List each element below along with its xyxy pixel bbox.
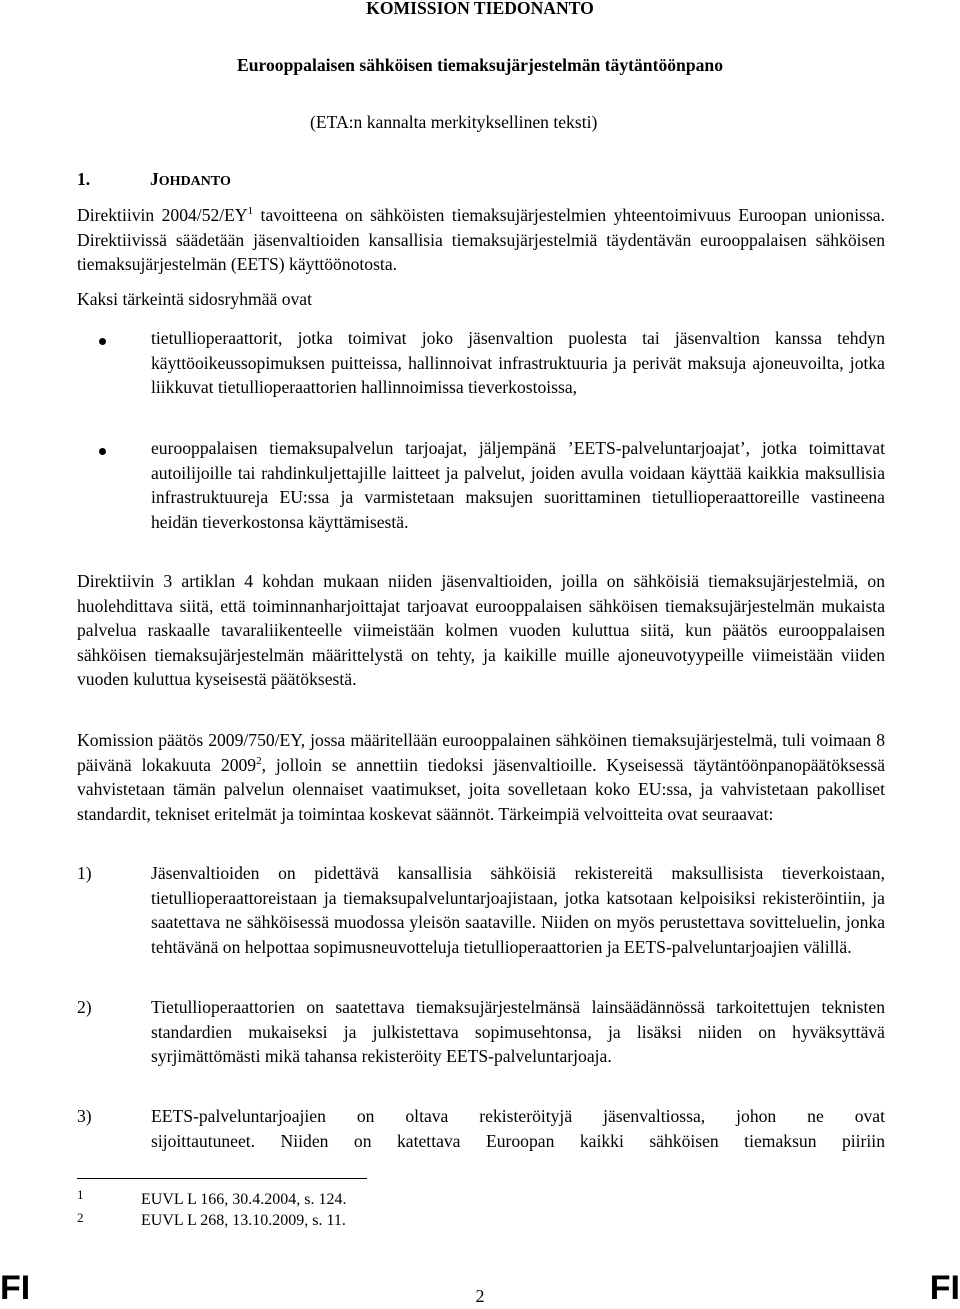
intro-paragraph: Direktiivin $2004/52/EY^1$ tavoitteena on sähköisten tiemaksujärjestelmien yhteentoimivuus Euroopan unionissa. Direktiivissä säädetään jäsenvaltioiden kansallisia tiemaksujärjestelmiä täydentävän eurooppalaisen sähköisen tiemaksujärjestelmän (EETS) käyttöönotosta. <box>77 205 886 275</box>
section-number: 1. <box>77 169 91 189</box>
decision-paragraph: Komission päätös 2009/750/EY, jossa määritellään eurooppalainen sähköinen tiemaksujärjestelmä, tuli voimaan 8 päivänä lokakuuta 2009$^2$, jolloin se annettiin tiedoksi jäsenvaltioille. Kyseisessä täytäntöönpanopäätöksessä vahvistetaan tämän palvelun olennaiset vaatimukset, joita sovelletaan koko EU:ssa, ja vahvistetaan pakolliset standardit, tekniset eritelmät ja toimintaa koskevat säännöt. Tärkeimpiä velvoitteita ovat seuraavat: <box>77 730 886 824</box>
bullet-dot-icon <box>99 448 106 455</box>
bullet-item: tietullioperaattorit, jotka toimivat joko jäsenvaltion puolesta tai jäsenvaltion kanssa tehdyn käyttöoikeussopimuksen puitteissa, hallinnoivat infrastruktuuria ja perivät maksuja ajoneuvoilta, jotka liikkuvat tietullioperaattorien hallinnoimissa tieverkostoissa, <box>151 328 885 398</box>
language-code-right: FI <box>929 1269 960 1307</box>
footnote-number: 1 <box>77 1187 84 1202</box>
footnote-ref-1[interactable]: 1 <box>247 205 254 217</box>
list-number: 2) <box>77 997 92 1017</box>
bullet-item: eurooppalaisen tiemaksupalvelun tarjoajat, jäljempänä ’EETS-palveluntarjoajat’, jotka toimittavat autoilijoille tai rahdinkuljettajille laitteet ja palvelut, joiden avulla voidaan käyttää kaikkia maksullisia infrastruktuureja EU:ssa ja varmistetaan maksujen suorittaminen tietullioperaattoreille vastineena heidän tieverkostonsa käyttämisestä. <box>151 438 885 532</box>
stakeholders-intro: Kaksi tärkeintä sidosryhmää ovat <box>77 289 313 309</box>
article-3-paragraph: Direktiivin 3 artiklan 4 kohdan mukaan niiden jäsenvaltioiden, joilla on sähköisiä tiemaksujärjestelmiä, on huolehdittava siitä, että toiminnanharjoittajat tarjoavat eurooppalaisen sähköisen tiemaksujärjestelmän mukaista palvelua raskaalle tavaraliikenteelle viimeistään kolmen vuoden kuluttua siitä, kun päätös eurooppalaisen sähköisen tiemaksujärjestelmän määrittelystä on tehty, ja kaikille muille ajoneuvotyypeille viimeistään viiden vuoden kuluttua kyseisestä päätöksestä. <box>77 571 885 690</box>
footnote-text: EUVL L 166, 30.4.2004, s. 124. <box>141 1191 347 1208</box>
footnote-number: 2 <box>77 1210 84 1225</box>
list-item-text: Tietullioperaattorien on saatettava tiemaksujärjestelmänsä lainsäädännössä tarkoitettujen teknisten standardien mukaiseksi ja julkistettava sopimusehtonsa, ja lisäksi niiden on hyväksyttävä syrjimättömästi mikä tahansa rekisteröity EETS-palveluntarjoaja. <box>151 997 885 1067</box>
page-number: 2 <box>475 1286 485 1306</box>
list-item-text: EETS-palveluntarjoajien on oltava rekisteröityjä jäsenvaltiossa, johon ne ovat sijoittautuneet. Niiden on katettava Euroopan kaikki sähköisen tiemaksun piiriin <box>151 1106 885 1151</box>
footnote-separator <box>77 1178 367 1179</box>
list-item-text: Jäsenvaltioiden on pidettävä kansallisia sähköisiä rekistereitä maksullisista tieverkoistaan, tietullioperaattoreistaan ja tiemaksupalveluntarjoajistaan, jotka katsotaan kelpoisiksi rekisteröintiin, ja saatettava ne sähköisessä muodossa yleisön saataville. Niiden on myös perustettava sovitteluelin, jonka tehtävänä on helpottaa sopimusneuvotteluja tietullioperaattorien ja EETS-palveluntarjoajien välillä. <box>151 863 885 957</box>
footnote-text: EUVL L 268, 13.10.2009, s. 11. <box>141 1212 346 1229</box>
eea-relevance-note: (ETA:n kannalta merkityksellinen teksti) <box>310 112 598 132</box>
language-code-left: FI <box>0 1269 31 1307</box>
list-number: 1) <box>77 863 92 883</box>
list-number: 3) <box>77 1106 92 1126</box>
footnote-ref-2[interactable]: 2 <box>256 754 262 767</box>
section-title: JOHDANTO <box>150 169 231 189</box>
document-title: KOMISSION TIEDONANTO <box>366 0 594 18</box>
bullet-dot-icon <box>99 338 106 345</box>
document-subtitle: Eurooppalaisen sähköisen tiemaksujärjestelmän täytäntöönpano <box>236 55 723 75</box>
